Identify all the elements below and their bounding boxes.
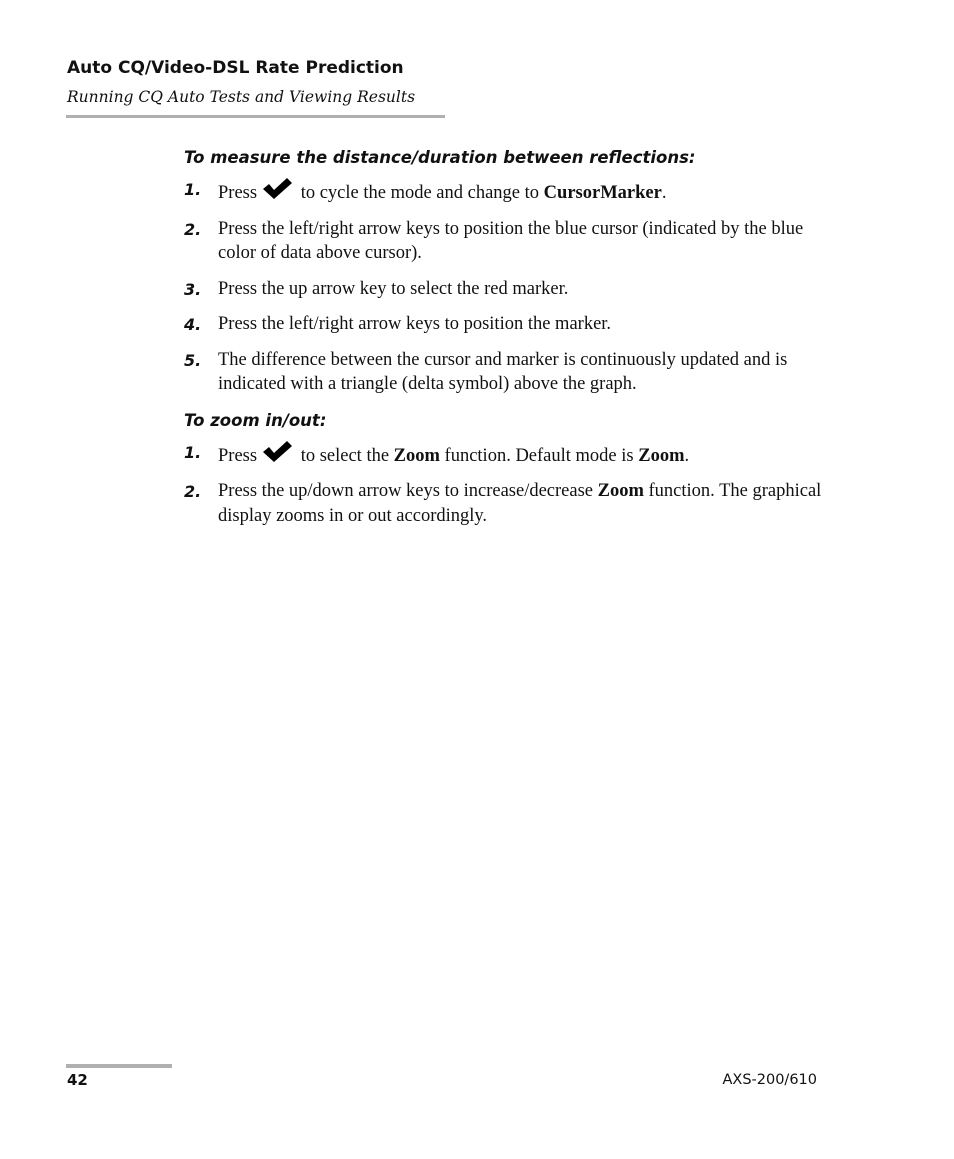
product-code: AXS-200/610: [722, 1072, 817, 1088]
checkmark-icon: [261, 440, 293, 464]
page-content: [184, 147, 824, 541]
step-text: Press: [218, 445, 258, 466]
step-item: [184, 348, 824, 397]
chapter-title: Auto CQ/Video-DSL Rate Prediction: [67, 58, 404, 78]
steps-list-zoom: [184, 440, 824, 529]
step-number: 4.: [184, 315, 202, 334]
step-item: [184, 177, 824, 206]
header-divider: [66, 115, 445, 118]
step-text: .: [661, 183, 667, 203]
step-number: 1.: [184, 442, 202, 462]
step-text: function. Default mode is: [439, 445, 639, 466]
step-item: [184, 217, 824, 266]
footer-divider: [66, 1064, 172, 1068]
procedure-heading-measure: To measure the distance/duration between reflections:: [184, 148, 696, 167]
section-subtitle: Running CQ Auto Tests and Viewing Results: [67, 88, 416, 106]
step-item: [184, 312, 824, 337]
step-number: 2.: [184, 219, 202, 239]
procedure-heading-zoom: To zoom in/out:: [184, 410, 327, 430]
steps-list-measure: [184, 177, 824, 397]
step-item: [184, 440, 824, 469]
step-text: Press the left/right arrow keys to position the marker.: [218, 314, 612, 334]
step-text: Press: [218, 183, 258, 203]
step-text: Press the left/right arrow keys to position the blue cursor (indicated by the blue color of data above cursor).: [218, 218, 804, 263]
function-name: Zoom: [597, 481, 644, 501]
step-item: [184, 479, 824, 528]
mode-name: Zoom: [638, 445, 685, 466]
step-text: to cycle the mode and change to: [296, 183, 544, 203]
step-text: to select the: [296, 445, 394, 466]
step-text: Press the up/down arrow keys to increase/decrease: [218, 481, 598, 501]
step-text: function. The graphical display zooms in or out accordingly.: [218, 481, 822, 526]
step-text: .: [684, 445, 690, 466]
step-text: Press the up arrow key to select the red marker.: [218, 278, 569, 299]
step-number: 2.: [184, 482, 202, 501]
step-number: 3.: [184, 279, 202, 299]
function-name: Zoom: [393, 445, 440, 466]
page-number: 42: [67, 1071, 88, 1089]
step-item: [184, 277, 824, 302]
step-text: The difference between the cursor and marker is continuously updated and is indicated with a triangle (delta symbol) above the graph.: [218, 349, 788, 394]
step-number: 1.: [184, 180, 202, 199]
step-number: 5.: [184, 350, 202, 370]
mode-name: CursorMarker: [543, 183, 662, 203]
page-header: [67, 56, 445, 108]
checkmark-icon: [261, 177, 293, 201]
